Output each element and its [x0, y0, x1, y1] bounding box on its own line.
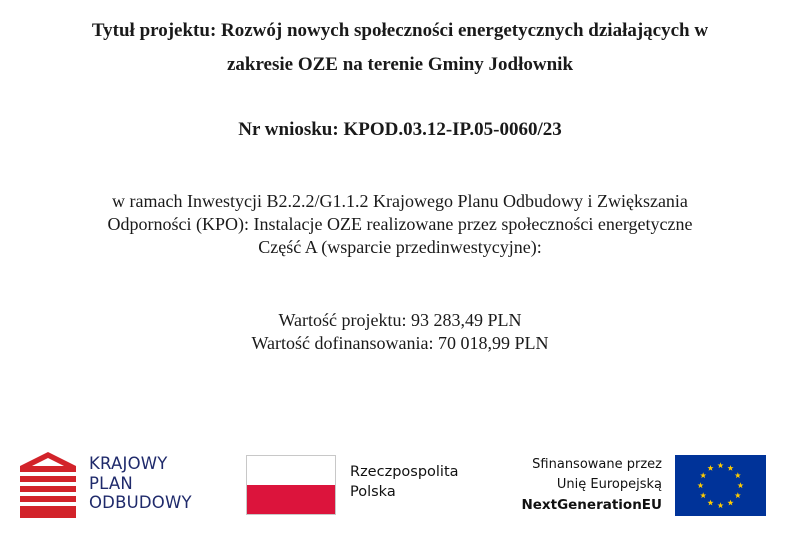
eu-funding-label: [500, 455, 662, 515]
funding-logos-footer: [0, 440, 800, 534]
rp-line-1: Rzeczpospolita: [350, 464, 459, 480]
project-values: [40, 309, 760, 355]
rp-line-2: Polska: [350, 484, 396, 500]
description-line-3: Część A (wsparcie przedinwestycyjne):: [258, 237, 542, 257]
poland-flag-icon: [246, 455, 336, 515]
project-title: [40, 14, 760, 82]
funding-value: Wartość dofinansowania: 70 018,99 PLN: [251, 333, 549, 353]
application-number: Nr wniosku: KPOD.03.12-IP.05-0060/23: [238, 119, 562, 140]
kpo-logo-text: [89, 454, 192, 513]
eu-line-2: Unię Europejską: [556, 477, 662, 492]
kpo-line-2: PLAN: [89, 473, 133, 493]
kpo-line-1: KRAJOWY: [89, 454, 168, 473]
eu-line-3: NextGenerationEU: [521, 497, 662, 513]
kpo-logo-icon: [20, 452, 76, 518]
description-line-1: w ramach Inwestycji B2.2.2/G1.1.2 Krajowego Planu Odbudowy i Zwiększania: [112, 191, 688, 211]
eu-flag-icon: [675, 455, 766, 516]
eu-line-1: Sfinansowane przez: [532, 457, 662, 472]
description-line-2: Odporności (KPO): Instalacje OZE realizowane przez społeczności energetyczne: [107, 214, 693, 234]
project-title-line-2: zakresie OZE na terenie Gminy Jodłownik: [226, 54, 574, 75]
project-value: Wartość projektu: 93 283,49 PLN: [278, 310, 522, 330]
rzeczpospolita-polska-label: [350, 462, 459, 502]
investment-description: [40, 190, 760, 259]
project-title-line-1: Tytuł projektu: Rozwój nowych społeczności energetycznych działających w: [91, 20, 709, 41]
kpo-line-3: ODBUDOWY: [89, 493, 192, 512]
